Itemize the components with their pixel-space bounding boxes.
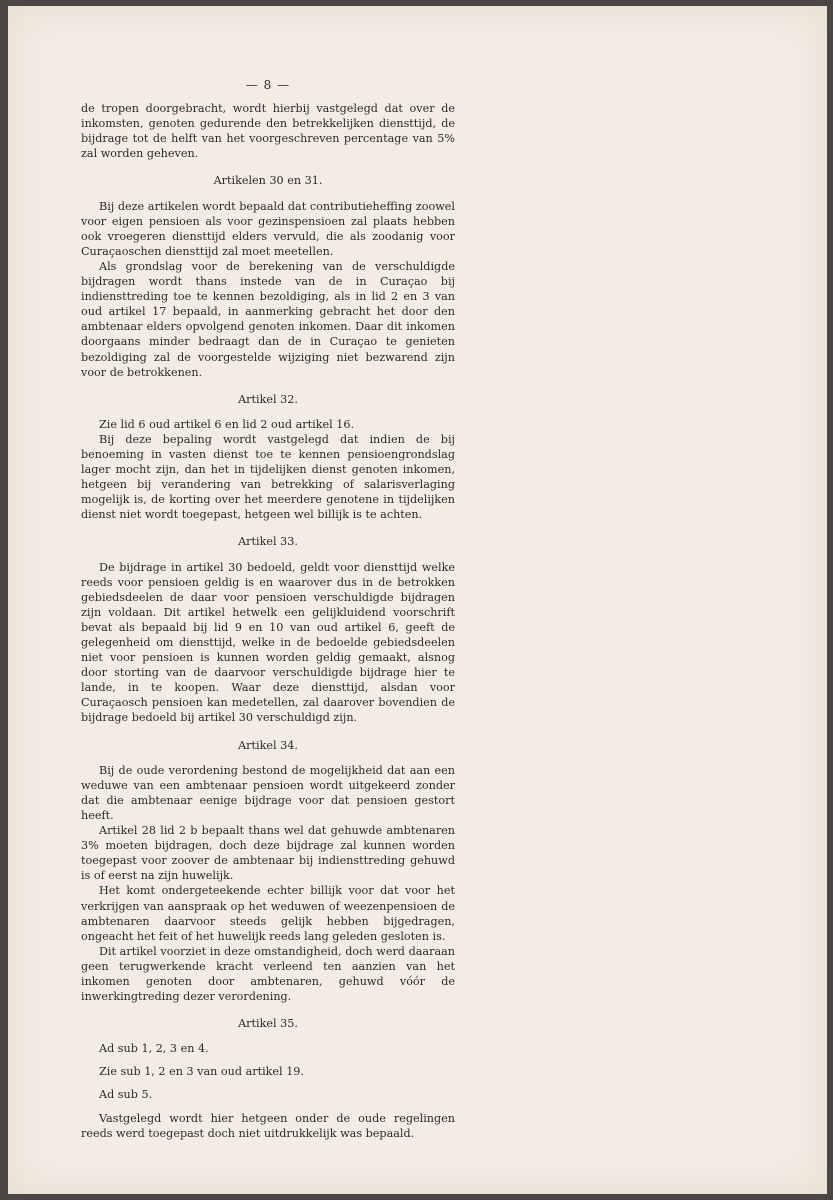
paragraph: Artikel 28 lid 2 b bepaalt thans wel dat gehuwde ambtenaren 3% moeten bijdragen, doch deze bijdrage zal kunnen worden toegepast voor zoover de ambtenaar bij indiensttreding gehuwd is of eerst na zijn huwelijk. (81, 824, 455, 883)
paragraph: Ad sub 5. (99, 1088, 153, 1102)
page-number: — 8 — (245, 78, 291, 92)
paragraph: Vastgelegd wordt hier hetgeen onder de oude regelingen reeds werd toegepast doch niet uitdrukkelijk was bepaald. (81, 1111, 455, 1140)
paragraph: de tropen doorgebracht, wordt hierbij vastgelegd dat over de inkomsten, genoten gedurende den betrekkelijken diensttijd, de bijdrage tot de helft van het voorgeschreven percentage van 5% zal worden geheven. (81, 102, 455, 161)
paragraph: Bij deze artikelen wordt bepaald dat contributieheffing zoowel voor eigen pensioen als voor gezinspensioen zal plaats hebben ook vroegeren diensttijd elders vervuld, die als zoodanig voor Curaçaoschen diensttijd zal moet meetellen. (81, 199, 455, 258)
section-heading: Artikel 33. (238, 535, 298, 549)
section-heading: Artikel 34. (238, 738, 298, 752)
paragraph: De bijdrage in artikel 30 bedoeld, geldt voor diensttijd welke reeds voor pensioen geldig is en waarover dus in de betrokken gebiedsdeelen de daar voor pensioen verschuldigde bijdragen zijn voldaan. Dit artikel hetwelk een gelijkluidend voorschrift bevat als bepaald bij lid 9 en 10 van oud artikel 6, geeft de gelegenheid om diensttijd, welke in de bedoelde gebiedsdeelen niet voor pensioen is kunnen worden geldig gemaakt, alsnog door storting van de daarvoor verschuldigde bijdrage hier te lande, in te koopen. Waar deze diensttijd, alsdan voor Curaçaosch pensioen kan medetellen, zal daarover bovendien de bijdrage bedoeld bij artikel 30 verschuldigd zijn. (81, 560, 455, 725)
paragraph: Als grondslag voor de berekening van de verschuldigde bijdragen wordt thans instede van de in Curaçao bij indiensttreding toe te kennen bezoldiging, als in lid 2 en 3 van oud artikel 17 bepaald, in aanmerking gebracht het door den ambtenaar elders opvolgend genoten inkomen. Daar dit inkomen doorgaans minder bedraagt dan de in Curaçao te genieten bezoldiging zal de voorgestelde wijziging niet bezwarend zijn voor de betrokkenen. (81, 259, 455, 379)
paragraph: Zie lid 6 oud artikel 6 en lid 2 oud artikel 16. (99, 417, 355, 431)
section-heading: Artikelen 30 en 31. (213, 174, 323, 188)
paragraph: Bij deze bepaling wordt vastgelegd dat indien de bij benoeming in vasten dienst toe te kennen pensioengrondslag lager mocht zijn, dan het in tijdelijken dienst genoten inkomen, hetgeen bij verandering van betrekking of salarisverlaging mogelijk is, de korting over het meerdere genotene in tijdelijken dienst niet wordt toegepast, hetgeen wel billijk is te achten. (81, 432, 455, 522)
paragraph: Bij de oude verordening bestond de mogelijkheid dat aan een weduwe van een ambtenaar pensioen wordt uitgekeerd zonder dat die ambtenaar eenige bijdrage voor dat pensioen gestort heeft. (81, 763, 455, 822)
paragraph: Dit artikel voorziet in deze omstandigheid, doch werd daaraan geen terugwerkende kracht verleend ten aanzien van het inkomen genoten door ambtenaren, gehuwd vóór de inwerkingtreding dezer verordening. (81, 944, 455, 1004)
section-heading: Artikel 35. (238, 1017, 298, 1031)
document-body (81, 78, 455, 1141)
paragraph: Zie sub 1, 2 en 3 van oud artikel 19. (99, 1065, 304, 1079)
section-heading: Artikel 32. (238, 392, 298, 406)
paragraph: Het komt ondergeteekende echter billijk voor dat voor het verkrijgen van aanspraak op het weduwen of weezenpensioen de ambtenaren daarvoor steeds gelijk hebben bijgedragen, ongeacht het feit of het huwelijk reeds lang geleden gesloten is. (81, 884, 455, 943)
paragraph: Ad sub 1, 2, 3 en 4. (99, 1042, 209, 1056)
